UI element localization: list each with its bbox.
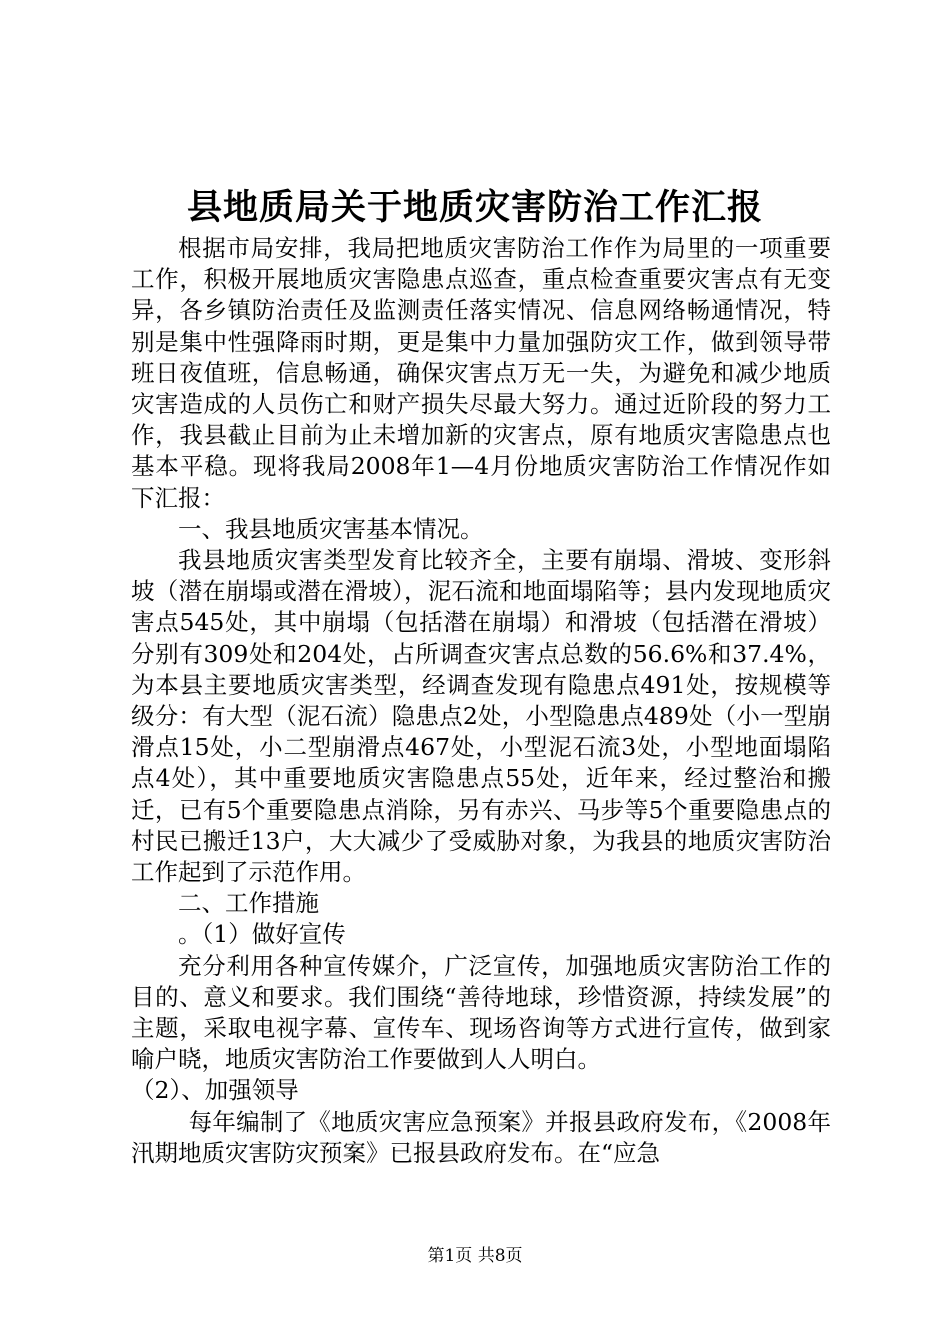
subsection-1-heading: 。（1）做好宣传 [178, 920, 346, 949]
document-body [131, 233, 831, 1169]
subsection-2-paragraph: 每年编制了《地质灾害应急预案》并报县政府发布，《2008年汛期地质灾害防灾预案》已报县政府发布。在“应急 [131, 1107, 831, 1167]
page-number-footer: 第1页 共8页 [427, 1246, 523, 1266]
section-2-heading: 二、工作措施 [178, 889, 319, 918]
subsection-2-heading: （2）、加强领导 [131, 1076, 299, 1105]
intro-paragraph: 根据市局安排，我局把地质灾害防治工作作为局里的一项重要工作，积极开展地质灾害隐患点巡查，重点检查重要灾害点有无变异，各乡镇防治责任及监测责任落实情况、信息网络畅通情况，特别是集中性强降雨时期，更是集中力量加强防灾工作，做到领导带班日夜值班，信息畅通，确保灾害点万无一失，为避免和减少地质灾害造成的人员伤亡和财产损失尽最大努力。通过近阶段的努力工作，我县截止目前为止未增加新的灾害点，原有地质灾害隐患点也基本平稳。现将我局2008年1—4月份地质灾害防治工作情况作如下汇报： [131, 234, 831, 512]
document-title: 县地质局关于地质灾害防治工作汇报 [186, 187, 763, 228]
section-1-paragraph: 我县地质灾害类型发育比较齐全，主要有崩塌、滑坡、变形斜坡（潜在崩塌或潜在滑坡），泥石流和地面塌陷等；县内发现地质灾害点545处，其中崩塌（包括潜在崩塌）和滑坡（包括潜在滑坡）分别有309处和204处，占所调查灾害点总数的56.6%和37.4%，为本县主要地质灾害类型，经调查发现有隐患点491处，按规模等级分：有大型（泥石流）隐患点2处，小型隐患点489处（小一型崩滑点15处，小二型崩滑点467处，小型泥石流3处，小型地面塌陷点4处），其中重要地质灾害隐患点55处，近年来，经过整治和搬迁，已有5个重要隐患点消除，另有赤兴、马步等5个重要隐患点的村民已搬迁13户，大大减少了受威胁对象，为我县的地质灾害防治工作起到了示范作用。 [131, 546, 831, 887]
subsection-1-paragraph: 充分利用各种宣传媒介，广泛宣传，加强地质灾害防治工作的目的、意义和要求。我们围绕“善待地球，珍惜资源，持续发展”的主题，采取电视字幕、宣传车、现场咨询等方式进行宣传，做到家喻户晓，地质灾害防治工作要做到人人明白。 [131, 951, 831, 1074]
section-1-heading: 一、我县地质灾害基本情况。 [178, 514, 484, 543]
